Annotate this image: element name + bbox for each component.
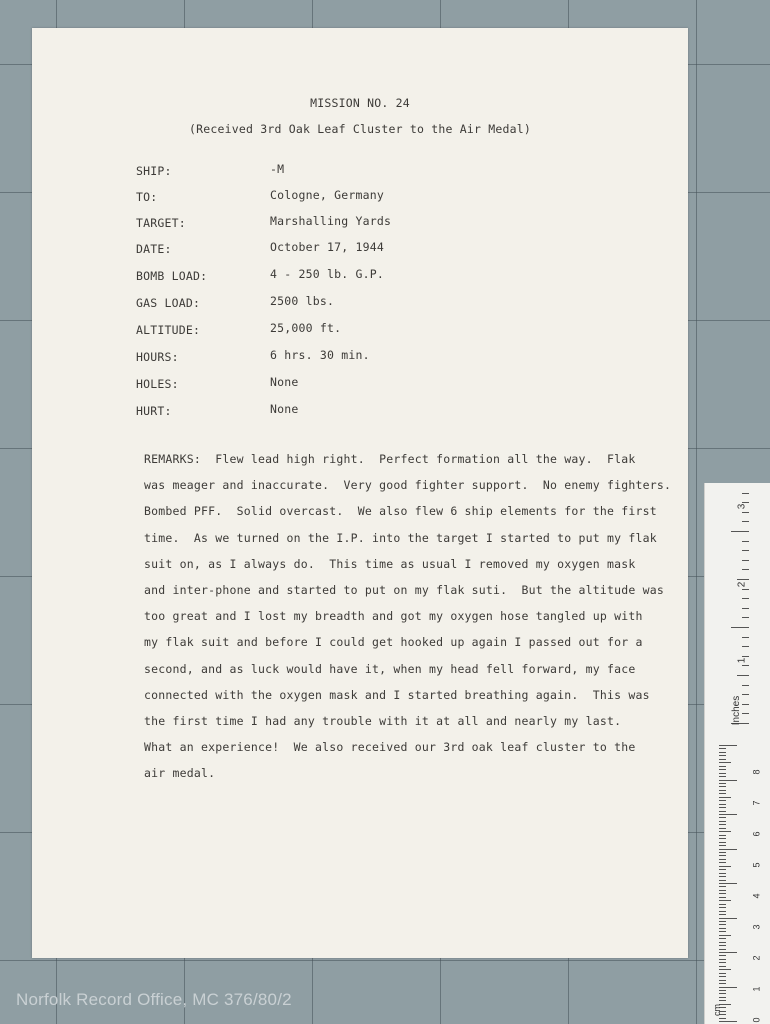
remarks-line: the first time I had any trouble with it at all and nearly my last.: [144, 714, 622, 728]
ruler-tick: [719, 921, 726, 922]
field-value: -M: [270, 162, 285, 176]
field-value: Marshalling Yards: [270, 214, 392, 228]
ruler-cm-label: 1: [751, 986, 762, 992]
ruler-tick: [742, 665, 749, 666]
field-label: TO:: [136, 190, 158, 204]
ruler-tick: [742, 569, 749, 570]
field-label: TARGET:: [136, 216, 186, 230]
field-value: October 17, 1944: [270, 240, 384, 254]
field-value: None: [270, 402, 299, 416]
ruler-inch-unit: Inches: [730, 695, 742, 726]
field-value: 25,000 ft.: [270, 321, 342, 335]
ruler-tick: [719, 876, 726, 877]
remarks-line: my flak suit and before I could get hooked up again I passed out for a: [144, 635, 643, 650]
remarks-line: and inter-phone and started to put on my flak suti. But the altitude was: [144, 583, 665, 597]
ruler-tick: [719, 873, 726, 874]
ruler-tick: [719, 942, 726, 943]
ruler-tick: [719, 983, 726, 984]
ruler-tick: [719, 904, 726, 905]
ruler-tick: [719, 1018, 726, 1019]
ruler-tick: [719, 842, 726, 843]
ruler-cm-label: 4: [751, 893, 762, 899]
ruler-tick: [719, 980, 726, 981]
ruler-tick: [742, 646, 749, 647]
ruler-tick: [719, 793, 726, 794]
field-value: 6 hrs. 30 min.: [270, 348, 370, 362]
field-label: GAS LOAD:: [136, 296, 201, 310]
ruler-tick: [719, 780, 737, 781]
ruler-tick: [719, 914, 726, 915]
ruler-tick: [742, 685, 749, 686]
remarks-line: connected with the oxygen mask and I started breathing again. This was: [144, 687, 650, 702]
page-title: MISSION NO. 24: [310, 96, 410, 110]
measurement-ruler: [704, 483, 770, 1024]
ruler-tick: [719, 852, 726, 853]
ruler-tick: [719, 911, 726, 912]
ruler-cm-label: 8: [751, 769, 762, 775]
ruler-tick: [742, 617, 749, 618]
field-label: DATE:: [136, 242, 172, 256]
ruler-tick: [719, 883, 737, 884]
remarks-line: air medal.: [144, 766, 216, 781]
ruler-tick: [719, 866, 731, 867]
ruler-tick: [719, 773, 726, 774]
ruler-tick: [719, 959, 726, 960]
ruler-tick: [742, 560, 749, 561]
ruler-tick: [742, 541, 749, 542]
ruler-tick: [719, 814, 737, 815]
ruler-tick: [719, 800, 726, 801]
remarks-line: second, and as luck would have it, when my head fell forward, my face: [144, 661, 636, 676]
remarks-line: time. As we turned on the I.P. into the target I started to put my flak: [144, 530, 657, 545]
ruler-tick: [719, 824, 726, 825]
ruler-tick: [719, 790, 726, 791]
ruler-tick: [719, 821, 726, 822]
ruler-tick: [719, 776, 726, 777]
ruler-tick: [719, 817, 726, 818]
source-caption: Norfolk Record Office, MC 376/80/2: [16, 990, 292, 1009]
ruler-tick: [719, 928, 726, 929]
ruler-tick: [719, 831, 731, 832]
ruler-tick: [719, 886, 726, 887]
ruler-tick: [742, 704, 749, 705]
ruler-tick: [719, 987, 737, 988]
ruler-tick: [737, 579, 749, 580]
ruler-tick: [731, 531, 749, 532]
ruler-tick: [719, 931, 726, 932]
ruler-tick: [719, 918, 737, 919]
ruler-tick: [719, 973, 726, 974]
remarks-line: What an experience! We also received our 3rd oak leaf cluster to the: [144, 740, 636, 755]
ruler-tick: [719, 890, 726, 891]
ruler-tick: [719, 759, 726, 760]
ruler-tick: [731, 627, 749, 628]
ruler-tick: [719, 783, 726, 784]
ruler-tick: [719, 1021, 737, 1022]
ruler-tick: [742, 598, 749, 599]
ruler-tick: [719, 955, 726, 956]
ruler-tick: [719, 993, 726, 994]
ruler-tick: [719, 838, 726, 839]
ruler-tick: [719, 745, 737, 746]
field-label: ALTITUDE:: [136, 323, 201, 337]
ruler-tick: [742, 589, 749, 590]
ruler-cm-label: 3: [751, 924, 762, 930]
ruler-tick: [719, 949, 726, 950]
ruler-cm-label: 6: [751, 831, 762, 837]
remarks-line: suit on, as I always do. This time as usual I removed my oxygen mask: [144, 556, 636, 571]
ruler-tick: [742, 512, 749, 513]
field-label: HOURS:: [136, 350, 179, 364]
ruler-tick: [719, 755, 726, 756]
ruler-tick: [719, 969, 731, 970]
ruler-tick: [719, 835, 726, 836]
ruler-tick: [719, 748, 726, 749]
ruler-tick: [719, 924, 726, 925]
ruler-tick: [719, 938, 726, 939]
ruler-tick: [719, 804, 726, 805]
ruler-cm-label: 2: [751, 955, 762, 961]
field-value: Cologne, Germany: [270, 188, 384, 202]
ruler-inch-label: 1: [736, 657, 748, 664]
ruler-tick: [719, 1000, 726, 1001]
remarks-line: Bombed PFF. Solid overcast. We also flew 6 ship elements for the first: [144, 504, 657, 519]
ruler-tick: [719, 893, 726, 894]
ruler-tick: [719, 976, 726, 977]
field-label: BOMB LOAD:: [136, 269, 208, 283]
ruler-inch-label: 2: [736, 581, 748, 588]
ruler-cm-label: 7: [751, 800, 762, 806]
ruler-tick: [719, 945, 726, 946]
remarks-line: too great and I lost my breadth and got my oxygen hose tangled up with: [144, 609, 643, 624]
ruler-tick: [742, 694, 749, 695]
ruler-tick: [719, 849, 737, 850]
ruler-tick: [719, 990, 726, 991]
ruler-inch-label: 3: [736, 503, 748, 510]
field-label: HOLES:: [136, 377, 179, 391]
ruler-tick: [719, 786, 726, 787]
ruler-tick: [719, 762, 731, 763]
ruler-tick: [719, 935, 731, 936]
field-value: None: [270, 375, 299, 389]
ruler-tick: [719, 907, 726, 908]
ruler-tick: [737, 675, 749, 676]
remarks-line: was meager and inaccurate. Very good fighter support. No enemy fighters.: [144, 478, 672, 493]
field-label: SHIP:: [136, 164, 172, 178]
ruler-cm-label: 5: [751, 862, 762, 868]
ruler-tick: [742, 550, 749, 551]
ruler-tick: [719, 962, 726, 963]
ruler-tick: [742, 637, 749, 638]
ruler-tick: [719, 862, 726, 863]
ruler-tick: [719, 952, 737, 953]
ruler-tick: [719, 797, 731, 798]
ruler-tick: [719, 855, 726, 856]
document-page: [32, 28, 688, 958]
ruler-tick: [742, 608, 749, 609]
ruler-tick: [719, 859, 726, 860]
ruler-tick: [719, 811, 726, 812]
ruler-tick: [719, 997, 726, 998]
ruler-tick: [719, 880, 726, 881]
ruler-tick: [719, 769, 726, 770]
ruler-tick: [719, 966, 726, 967]
field-value: 2500 lbs.: [270, 294, 335, 308]
ruler-tick: [742, 713, 749, 714]
ruler-tick: [719, 869, 726, 870]
ruler-tick: [742, 493, 749, 494]
ruler-tick: [719, 807, 726, 808]
ruler-tick: [719, 897, 726, 898]
field-value: 4 - 250 lb. G.P.: [270, 267, 384, 281]
page-subtitle: (Received 3rd Oak Leaf Cluster to the Air Medal): [189, 122, 531, 136]
ruler-tick: [719, 845, 726, 846]
ruler-tick: [719, 766, 726, 767]
ruler-cm-label: 0: [751, 1017, 762, 1023]
ruler-cm-unit: cm: [712, 1004, 722, 1016]
ruler-tick: [719, 752, 726, 753]
remarks-line: REMARKS: Flew lead high right. Perfect formation all the way. Flak: [144, 452, 636, 466]
ruler-tick: [742, 521, 749, 522]
field-label: HURT:: [136, 404, 172, 418]
ruler-tick: [719, 900, 731, 901]
ruler-tick: [719, 828, 726, 829]
